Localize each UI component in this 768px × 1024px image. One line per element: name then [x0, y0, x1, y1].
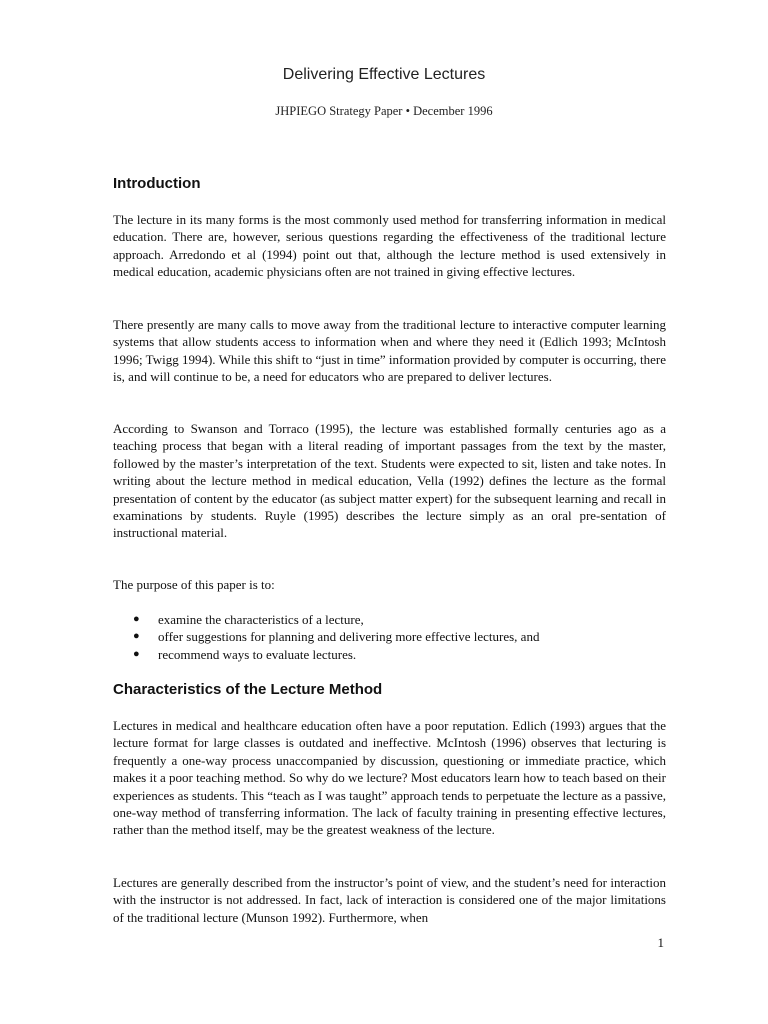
bullet-icon: ●	[133, 647, 140, 660]
intro-paragraph-3: According to Swanson and Torraco (1995), the lecture was established formally centuries ago as a teaching process that began with a literal reading of important passages from the text by the master, followed by the master’s interpretation of the text. Students were expected to sit, listen and take notes. In writing about the lecture method in medical education, Vella (1992) defines the lecture as the formal presentation of content by the educator (as subject matter expert) for the subsequent learning and recall in examinations by students. Ruyle (1995) describes the lecture simply as an oral pre-sentation of instructional material.	[113, 421, 666, 541]
characteristics-paragraph-2: Lectures are generally described from the instructor’s point of view, and the student’s need for interaction with the instructor is not addressed. In fact, lack of interaction is considered one of the major limitations of the traditional lecture (Munson 1992). Furthermore, when	[113, 875, 666, 925]
section-heading-introduction: Introduction	[113, 175, 201, 192]
characteristics-paragraph-1: Lectures in medical and healthcare education often have a poor reputation. Edlich (1993) argues that the lecture format for large classes is outdated and ineffective. McIntosh (1996) observes that lecturing is frequently a one-way process unaccompanied by discussion, questioning or immediate practice, which makes it a poor teaching method. So why do we lecture? Most educators learn how to teach based on their experiences as students. This “teach as I was taught” approach tends to perpetuate the lecture as a passive, one-way method of transferring information. The lack of faculty training in presenting effective lectures, rather than the method itself, may be the greatest weakness of the lecture.	[113, 718, 666, 838]
bullet-icon: ●	[133, 613, 140, 625]
purpose-list	[113, 611, 666, 663]
list-item: ● recommend ways to evaluate lectures.	[133, 646, 357, 662]
list-item: ● offer suggestions for planning and delivering more effective lectures, and	[133, 629, 540, 645]
page-number: 1	[657, 935, 664, 950]
intro-paragraph-4: The purpose of this paper is to:	[113, 577, 275, 592]
list-item: ● examine the characteristics of a lecture,	[133, 612, 364, 627]
bullet-icon: ●	[133, 630, 140, 643]
intro-paragraph-1: The lecture in its many forms is the most commonly used method for transferring information in medical education. There are, however, serious questions regarding the effectiveness of the traditional lecture approach. Arredondo et al (1994) point out that, although the lecture method is used extensively in medical education, academic physicians often are not trained in giving effective lectures.	[113, 212, 666, 280]
intro-paragraph-2: There presently are many calls to move away from the traditional lecture to interactive computer learning systems that allow students access to information when and where they need it (Edlich 1993; McIntosh 1996; Twigg 1994). While this shift to “just in time” information provided by computer is occurring, there is, and will continue to be, a need for educators who are prepared to deliver lectures.	[113, 317, 666, 385]
document-subtitle: JHPIEGO Strategy Paper • December 1996	[275, 104, 493, 118]
section-heading-characteristics: Characteristics of the Lecture Method	[113, 681, 383, 698]
document-title: Delivering Effective Lectures	[282, 66, 486, 83]
